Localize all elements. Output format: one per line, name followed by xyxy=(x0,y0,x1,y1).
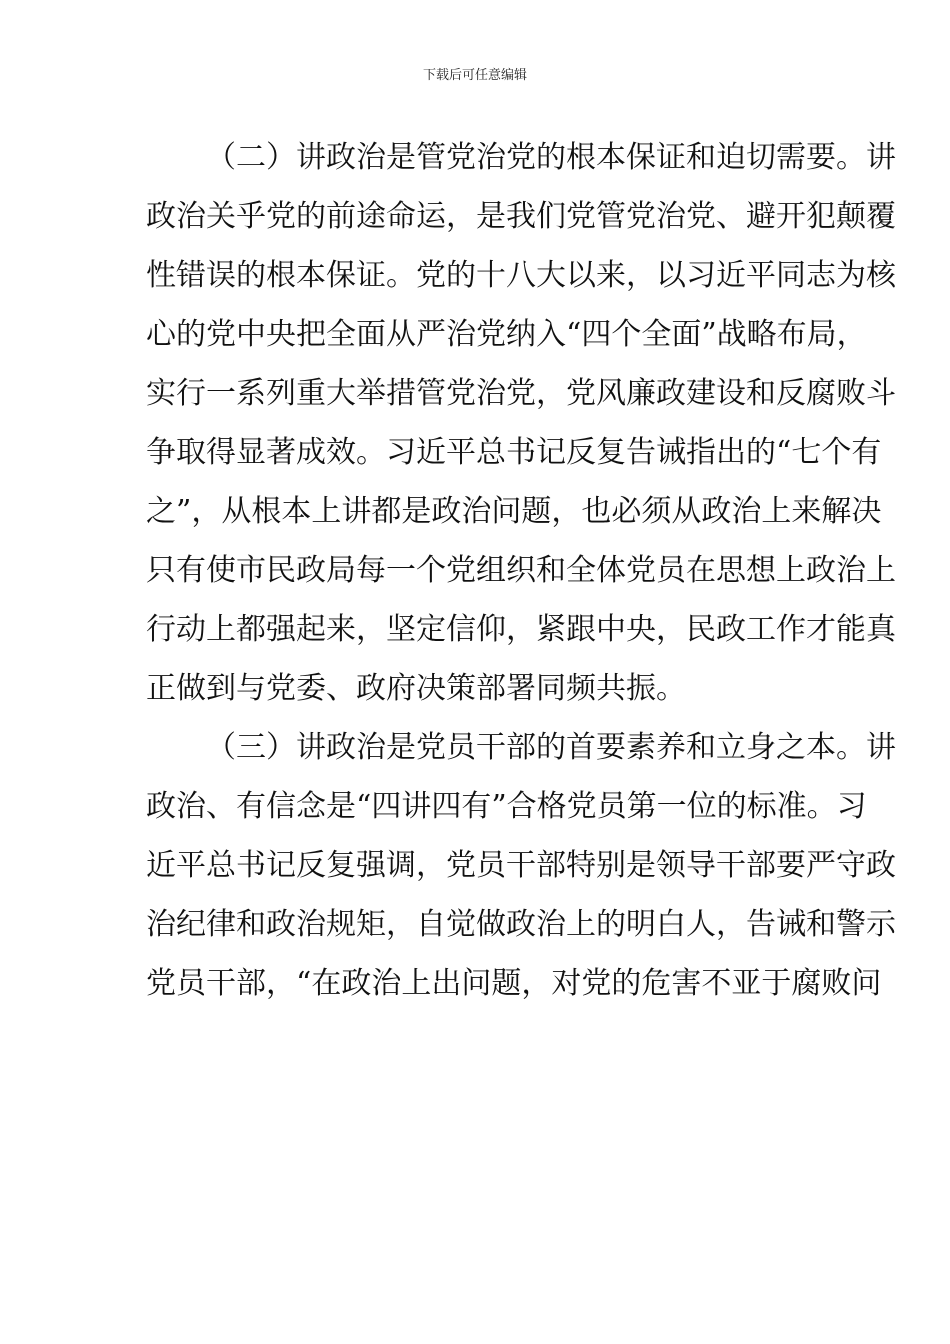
header-note: 下载后可任意编辑 xyxy=(422,68,527,83)
paragraph-2-line-3: 性错误的根本保证。党的十八大以来，以习近平同志为核 xyxy=(146,258,896,293)
paragraph-3-line-1: （三）讲政治是党员干部的首要素养和立身之本。讲 xyxy=(206,730,896,765)
paragraph-2-line-7: 之”，从根本上讲都是政治问题，也必须从政治上来解决 xyxy=(146,494,882,529)
paragraph-2-line-2: 政治关乎党的前途命运，是我们党管党治党、避开犯颠覆 xyxy=(146,199,896,234)
paragraph-3-line-3: 近平总书记反复强调，党员干部特别是领导干部要严守政 xyxy=(146,848,896,883)
paragraph-2-line-6: 争取得显著成效。习近平总书记反复告诫指出的“七个有 xyxy=(146,435,882,470)
document-body xyxy=(146,128,896,1013)
paragraph-2-line-5: 实行一系列重大举措管党治党，党风廉政建设和反腐败斗 xyxy=(146,376,896,411)
paragraph-3-line-2: 政治、有信念是“四讲四有”合格党员第一位的标准。习 xyxy=(146,789,867,824)
paragraph-2-line-4: 心的党中央把全面从严治党纳入“四个全面”战略布局， xyxy=(146,317,867,352)
paragraph-2-line-8: 只有使市民政局每一个党组织和全体党员在思想上政治上 xyxy=(146,553,896,588)
paragraph-2-line-1: （二）讲政治是管党治党的根本保证和迫切需要。讲 xyxy=(206,140,896,175)
paragraph-2-line-9: 行动上都强起来，坚定信仰，紧跟中央，民政工作才能真 xyxy=(146,612,896,647)
paragraph-3-line-4: 治纪律和政治规矩，自觉做政治上的明白人，告诫和警示 xyxy=(146,907,896,942)
paragraph-2-line-10: 正做到与党委、政府决策部署同频共振。 xyxy=(146,671,686,706)
paragraph-3-line-5: 党员干部，“在政治上出问题，对党的危害不亚于腐败问 xyxy=(146,966,882,1001)
